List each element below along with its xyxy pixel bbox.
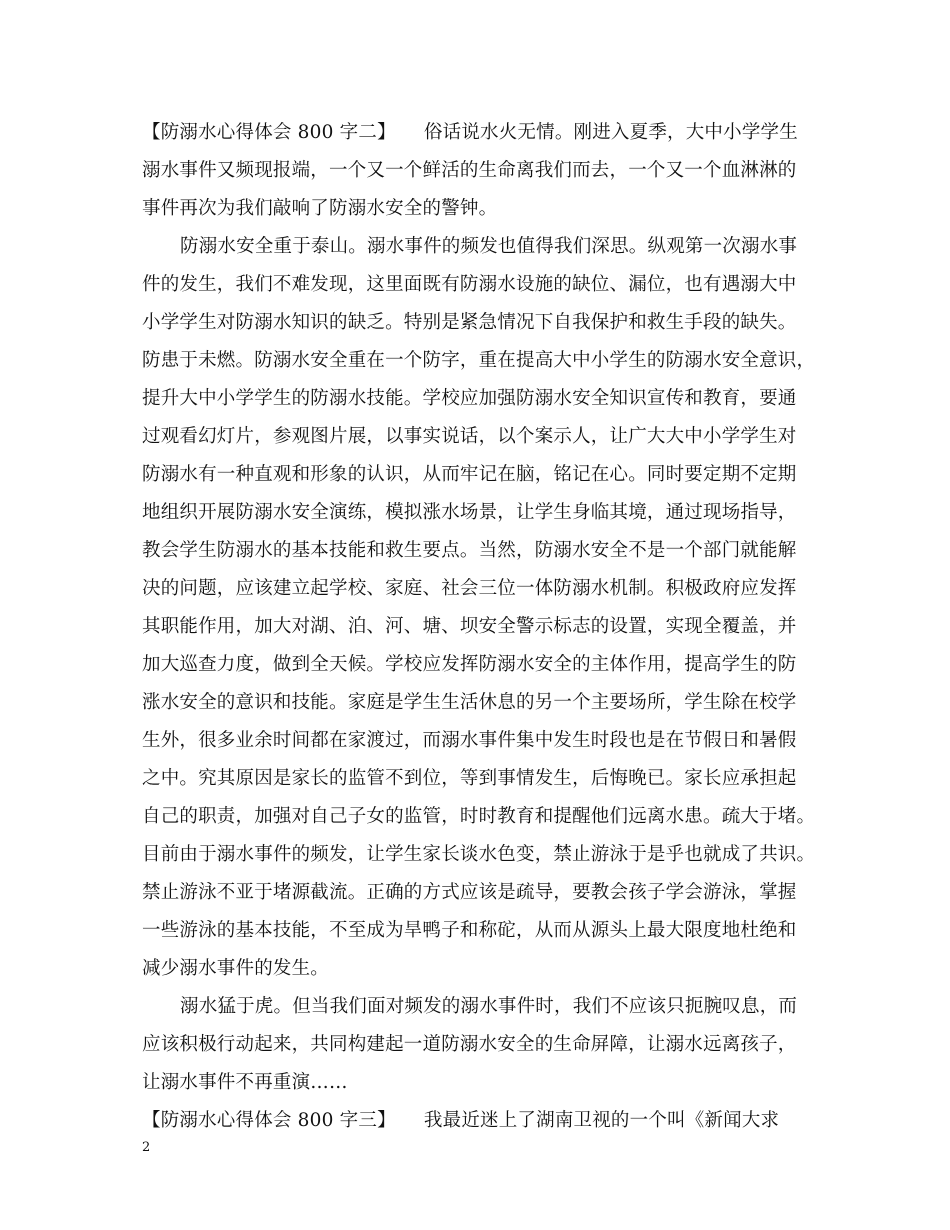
text-line: 【防溺水心得体会 800 字二】 俗话说水火无情。刚进入夏季，大中小学学生 [142,122,798,143]
text-line: 决的问题，应该建立起学校、家庭、社会三位一体防溺水机制。积极政府应发挥 [142,578,797,599]
text-line: 防患于未燃。防溺水安全重在一个防字，重在提高大中小学生的防溺水安全意识， [142,350,816,371]
text-line: 减少溺水事件的发生。 [142,958,330,979]
page-number: 2 [142,1140,151,1155]
text-line: 加大巡查力度，做到全天候。学校应发挥防溺水安全的主体作用，提高学生的防 [142,654,797,675]
text-line: 防溺水安全重于泰山。溺水事件的频发也值得我们深思。纵观第一次溺水事 [180,236,798,257]
text-line: 溺水事件又频现报端，一个又一个鲜活的生命离我们而去，一个又一个血淋淋的 [142,160,797,181]
text-line: 让溺水事件不再重演…… [142,1072,348,1093]
text-line: 应该积极行动起来，共同构建起一道防溺水安全的生命屏障，让溺水远离孩子， [142,1034,797,1055]
text-line: 件的发生，我们不难发现，这里面既有防溺水设施的缺位、漏位，也有遇溺大中 [142,274,797,295]
text-line: 【防溺水心得体会 800 字三】 我最近迷上了湖南卫视的一个叫《新闻大求 [142,1110,780,1131]
text-line: 一些游泳的基本技能，不至成为旱鸭子和称砣，从而从源头上最大限度地杜绝和 [142,920,797,941]
text-line: 其职能作用，加大对湖、泊、河、塘、坝安全警示标志的设置，实现全覆盖，并 [142,616,797,637]
text-line: 之中。究其原因是家长的监管不到位，等到事情发生，后悔晚已。家长应承担起 [142,768,797,789]
text-line: 禁止游泳不亚于堵源截流。正确的方式应该是疏导，要教会孩子学会游泳，掌握 [142,882,797,903]
text-line: 地组织开展防溺水安全演练，模拟涨水场景，让学生身临其境，通过现场指导， [142,502,797,523]
text-line: 提升大中小学学生的防溺水技能。学校应加强防溺水安全知识宣传和教育，要通 [142,388,797,409]
text-line: 防溺水有一种直观和形象的认识，从而牢记在脑，铭记在心。同时要定期不定期 [142,464,797,485]
text-line: 涨水安全的意识和技能。家庭是学生生活休息的另一个主要场所，学生除在校学 [142,692,797,713]
text-line: 溺水猛于虎。但当我们面对频发的溺水事件时，我们不应该只扼腕叹息，而 [180,996,798,1017]
text-line: 生外，很多业余时间都在家渡过，而溺水事件集中发生时段也是在节假日和暑假 [142,730,797,751]
text-line: 教会学生防溺水的基本技能和救生要点。当然，防溺水安全不是一个部门就能解 [142,540,797,561]
text-line: 过观看幻灯片，参观图片展，以事实说话，以个案示人，让广大大中小学学生对 [142,426,797,447]
text-line: 目前由于溺水事件的频发，让学生家长谈水色变，禁止游泳于是乎也就成了共识。 [142,844,816,865]
text-line: 事件再次为我们敲响了防溺水安全的警钟。 [142,198,498,219]
text-line: 自己的职责，加强对自己子女的监管，时时教育和提醒他们远离水患。疏大于堵。 [142,806,816,827]
text-line: 小学学生对防溺水知识的缺乏。特别是紧急情况下自我保护和救生手段的缺失。 [142,312,797,333]
